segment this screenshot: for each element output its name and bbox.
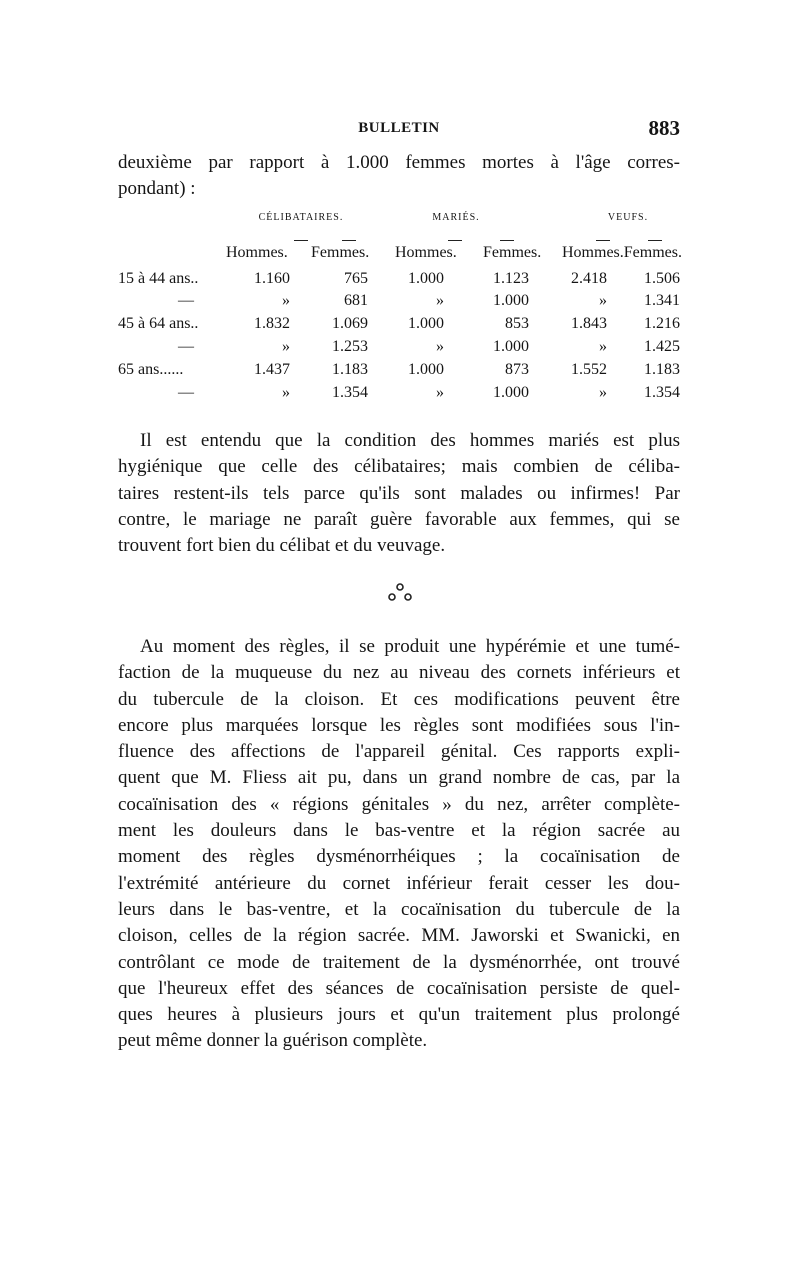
- group-rule: [500, 240, 514, 241]
- text-line: du tubercule de la cloison. Et ces modifications peuvent être: [118, 688, 680, 710]
- column-header: Hommes.: [226, 244, 288, 261]
- text-line: trouvent fort bien du célibat et du veuvage.: [118, 535, 446, 557]
- table-cell: 1.253: [332, 338, 368, 355]
- group-header-veufs: VEUFS.: [607, 212, 649, 223]
- table-cell: »: [282, 292, 290, 309]
- table-cell: 873: [505, 361, 529, 378]
- column-header: Hommes.: [395, 244, 457, 261]
- text-line: deuxième par rapport à 1.000 femmes mortes à l'âge corres-: [118, 152, 680, 173]
- page-number: 883: [648, 116, 680, 140]
- mortality-table: [118, 212, 680, 412]
- table-row: [118, 292, 680, 312]
- table-cell: 1.552: [571, 361, 607, 378]
- table-cell: 1.160: [254, 270, 290, 287]
- table-cell: 1.183: [644, 361, 680, 378]
- table-row: [118, 384, 680, 404]
- table-row: [118, 338, 680, 358]
- table-cell: 1.341: [644, 292, 680, 309]
- text-line: Au moment des règles, il se produit une hypérémie et une tumé-: [140, 636, 680, 657]
- intro-paragraph: [118, 150, 680, 203]
- table-cell: »: [282, 338, 290, 355]
- column-header: Hommes.Femmes.: [562, 244, 682, 261]
- table-cell: 853: [505, 315, 529, 332]
- row-label: 65 ans......: [118, 361, 184, 378]
- text-line: peut même donner la guérison complète.: [118, 1030, 428, 1052]
- text-line: quent que M. Fliess ait pu, dans un grand nombre de cas, par la: [118, 767, 680, 789]
- text-line: hygiénique que celle des célibataires; mais combien de céliba-: [118, 456, 680, 478]
- group-rule: [342, 240, 356, 241]
- table-cell: »: [599, 292, 607, 309]
- table-cell: »: [282, 384, 290, 401]
- table-cell: 1.832: [254, 315, 290, 332]
- text-line: leurs dans le bas-ventre, et la cocaïnisation du tubercule de la: [118, 898, 680, 920]
- table-cell: 765: [344, 270, 368, 287]
- group-rule: [294, 240, 308, 241]
- table-cell: »: [436, 292, 444, 309]
- table-cell: 1.506: [644, 270, 680, 287]
- column-header: Femmes.: [311, 244, 370, 261]
- table-cell: 1.437: [254, 361, 290, 378]
- table-cell: 1.354: [644, 384, 680, 401]
- running-head: [118, 114, 680, 142]
- text-line: fluence des affections de l'appareil génital. Ces rapports expli-: [118, 741, 680, 763]
- text-line: faction de la muqueuse du nez au niveau des cornets inférieurs et: [118, 662, 680, 684]
- row-label: 45 à 64 ans..: [118, 315, 199, 332]
- text-line: pondant) :: [118, 178, 196, 200]
- table-row: [118, 315, 680, 335]
- asterism-ornament-icon: [370, 580, 430, 610]
- table-cell: 681: [344, 292, 368, 309]
- column-header: Femmes.: [483, 244, 542, 261]
- table-cell: 1.000: [408, 361, 444, 378]
- table-cell: »: [436, 338, 444, 355]
- paragraph-marriage: [118, 428, 680, 559]
- table-cell: 1.000: [493, 292, 529, 309]
- text-line: contre, le mariage ne paraît guère favorable aux femmes, qui se: [118, 508, 680, 530]
- table-cell: »: [436, 384, 444, 401]
- table-cell: 1.000: [408, 270, 444, 287]
- text-line: Il est entendu que la condition des hommes mariés est plus: [140, 430, 680, 451]
- table-cell: 1.000: [408, 315, 444, 332]
- group-header-celibataires: CÉLIBATAIRES.: [258, 212, 344, 223]
- table-cell: »: [599, 384, 607, 401]
- row-label: 15 à 44 ans..: [118, 270, 199, 287]
- table-row: [118, 361, 680, 381]
- table-cell: 1.123: [493, 270, 529, 287]
- table-cell: 1.000: [493, 384, 529, 401]
- text-line: cloison, celles de la région sacrée. MM. Jaworski et Swanicki, en: [118, 925, 680, 947]
- text-line: moment des règles dysménorrhéiques ; la cocaïnisation de: [118, 846, 680, 868]
- text-line: que l'heureux effet des séances de cocaïnisation persiste de quel-: [118, 977, 680, 999]
- table-cell: 2.418: [571, 270, 607, 287]
- group-rule: [648, 240, 662, 241]
- text-line: cocaïnisation des « régions génitales » du nez, arrêter complète-: [118, 793, 680, 815]
- table-row: [118, 270, 680, 290]
- row-label: —: [178, 338, 194, 355]
- table-cell: 1.183: [332, 361, 368, 378]
- table-cell: 1.069: [332, 315, 368, 332]
- group-rule: [596, 240, 610, 241]
- paragraph-menstruation: [118, 634, 680, 1055]
- text-line: contrôlant ce mode de traitement de la dysménorrhée, ont trouvé: [118, 951, 680, 973]
- text-line: ment les douleurs dans le bas-ventre et la région sacrée au: [118, 820, 680, 842]
- table-cell: 1.354: [332, 384, 368, 401]
- group-rule: [448, 240, 462, 241]
- table-cell: 1.216: [644, 315, 680, 332]
- table-cell: 1.000: [493, 338, 529, 355]
- table-cell: 1.425: [644, 338, 680, 355]
- table-cell: »: [599, 338, 607, 355]
- table-cell: 1.843: [571, 315, 607, 332]
- text-line: l'extrémité antérieure du cornet inférieur ferait cesser les dou-: [118, 872, 680, 894]
- row-label: —: [178, 384, 194, 401]
- text-line: encore plus marquées lorsque les règles sont modifiées sous l'in-: [118, 714, 680, 736]
- row-label: —: [178, 292, 194, 309]
- text-line: taires restent-ils tels parce qu'ils sont malades ou infirmes! Par: [118, 482, 680, 504]
- text-line: ques heures à plusieurs jours et qu'un traitement plus prolongé: [118, 1004, 680, 1026]
- group-header-maries: MARIÉS.: [432, 212, 480, 223]
- running-head-title: BULLETIN: [358, 120, 440, 136]
